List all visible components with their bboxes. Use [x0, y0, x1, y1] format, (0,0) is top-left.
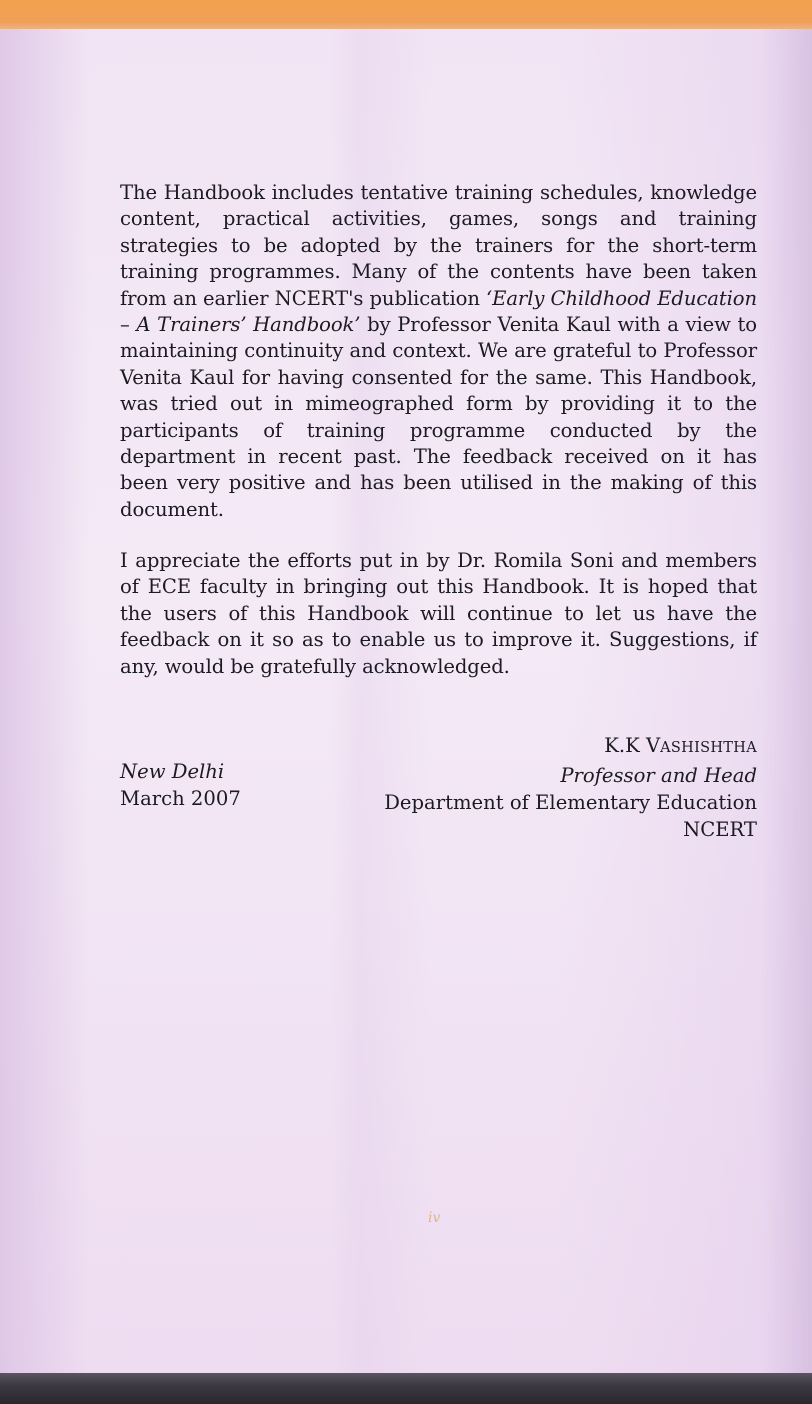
signatory-department: Department of Elementary Education: [384, 791, 757, 814]
page-number: iv: [428, 1210, 441, 1226]
top-color-band: [0, 0, 812, 29]
place-date-block: [120, 758, 241, 812]
paragraph-acknowledgement: I appreciate the efforts put in by Dr. Romila Soni and members of ECE faculty in bringing out this Handbook. It is hoped that the users of this Handbook will continue to let us have the feedback on it so as to enable us to improve it. Suggestions, if any, would be gratefully acknowledged.: [120, 549, 757, 678]
place: New Delhi: [120, 760, 225, 783]
publication-title: ‘Early Childhood Education – A Trainers’ Handbook’: [120, 286, 757, 337]
bottom-dark-band: [0, 1373, 812, 1404]
signatory-designation: Professor and Head: [560, 764, 757, 787]
date: March 2007: [120, 787, 241, 810]
signatory-name: [384, 732, 757, 762]
paragraph-1-text-start: The Handbook includes tentative training schedules, knowledge content, practical activities, games, songs and training strategies to be adopted by the trainers for the short-term training programmes. Many of the contents have been taken from an earlier NCERT's publication: [120, 181, 757, 310]
signature-block: [384, 732, 757, 843]
signatory-name-initials: K.K V: [604, 734, 661, 757]
paragraph-1-text-end: by Professor Venita Kaul with a view to maintaining continuity and context. We are grateful to Professor Venita Kaul for having consented for the same. This Handbook, was tried out in mimeographed form by providing it to the participants of training programme conducted by the department in recent past. The feedback received on it has been very positive and has been utilised in the making of this document.: [120, 313, 757, 521]
signatory-name-smallcaps: ASHISHTHA: [660, 740, 757, 756]
signatory-organization: NCERT: [683, 818, 757, 841]
paragraph-handbook-contents: [120, 180, 757, 523]
